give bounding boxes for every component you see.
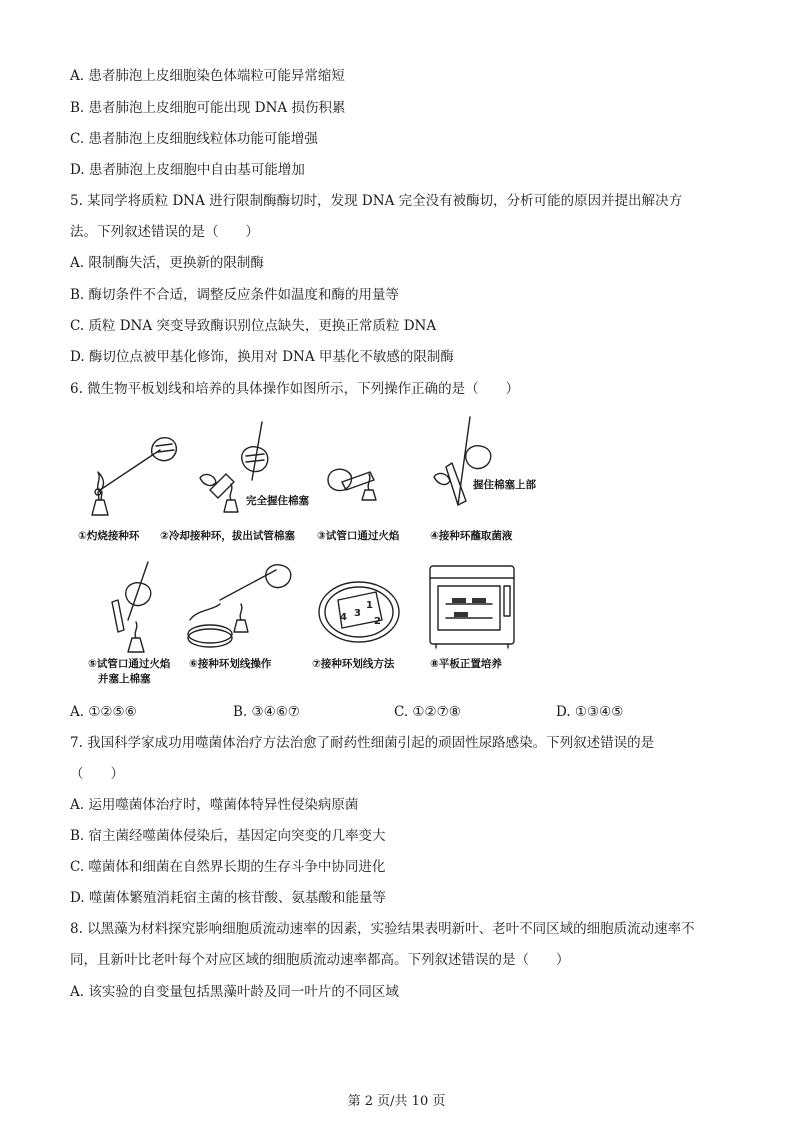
q5-option-d: D. 酶切位点被甲基化修饰，换用对 DNA 甲基化不敏感的限制酶 <box>70 349 454 365</box>
page-footer: 第 2 页/共 10 页 <box>347 1094 446 1109</box>
dish-number-3: 3 <box>354 608 361 619</box>
q6-option-b: B. ③④⑥⑦ <box>233 704 300 720</box>
caption-step8: ⑧平板正置培养 <box>430 658 502 670</box>
q8-stem-line1: 8. 以黑藻为材料探究影响细胞质流动速率的因素，实验结果表明新叶、老叶不同区域的细胞质流动速率不 <box>70 921 695 937</box>
step7-streak-method-figure <box>314 570 404 650</box>
caption-step6: ⑥接种环划线操作 <box>189 658 272 670</box>
q4-option-b: B. 患者肺泡上皮细胞可能出现 DNA 损伤积累 <box>70 100 346 116</box>
dish-number-2: 2 <box>374 616 381 627</box>
q6-option-d: D. ①③④⑤ <box>556 704 624 720</box>
q5-stem-line2: 法。下列叙述错误的是（ ） <box>70 224 259 240</box>
q4-option-c: C. 患者肺泡上皮细胞线粒体功能可能增强 <box>70 131 318 147</box>
q7-option-b: B. 宿主菌经噬菌体侵染后，基因定向突变的几率变大 <box>70 828 386 844</box>
step3-tube-flame-figure <box>318 450 388 510</box>
q7-option-c: C. 噬菌体和细菌在自然界长期的生存斗争中协同进化 <box>70 859 386 875</box>
q8-option-a: A. 该实验的自变量包括黑藻叶龄及同一叶片的不同区域 <box>70 984 399 1000</box>
q7-stem-line1: 7. 我国科学家成功用噬菌体治疗方法治愈了耐药性细菌引起的顽固性尿路感染。下列叙述错误的是 <box>70 735 655 751</box>
callout-hold-cotton-plug: 完全握住棉塞 <box>246 495 309 507</box>
q6-option-a: A. ①②⑤⑥ <box>70 704 137 720</box>
caption-step7: ⑦接种环划线方法 <box>312 658 395 670</box>
caption-step4: ④接种环蘸取菌液 <box>430 530 513 542</box>
caption-step1: ①灼烧接种环 <box>78 530 140 542</box>
q5-option-c: C. 质粒 DNA 突变导致酶识别位点缺失，更换正常质粒 DNA <box>70 318 437 334</box>
caption-step5-line2: 并塞上棉塞 <box>98 673 151 685</box>
q4-option-a: A. 患者肺泡上皮细胞染色体端粒可能异常缩短 <box>70 68 345 84</box>
q6-stem: 6. 微生物平板划线和培养的具体操作如图所示，下列操作正确的是（ ） <box>70 381 520 397</box>
q7-stem-line2: （ ） <box>70 766 124 782</box>
q5-option-b: B. 酶切条件不合适，调整反应条件如温度和酶的用量等 <box>70 287 400 303</box>
q8-stem-line2: 同，且新叶比老叶每个对应区域的细胞质流动速率都高。下列叙述错误的是（ ） <box>70 952 570 968</box>
dish-number-1: 1 <box>366 600 373 611</box>
q7-option-a: A. 运用噬菌体治疗时，噬菌体特异性侵染病原菌 <box>70 797 359 813</box>
caption-step2: ②冷却接种环，拔出试管棉塞 <box>160 530 295 542</box>
q7-option-d: D. 噬菌体繁殖消耗宿主菌的核苷酸、氨基酸和能量等 <box>70 890 386 906</box>
q4-option-d: D. 患者肺泡上皮细胞中自由基可能增加 <box>70 162 305 178</box>
step8-incubator-figure <box>426 562 518 650</box>
callout-hold-plug-top: 握住棉塞上部 <box>473 479 536 491</box>
step4-dip-culture-figure <box>428 415 508 510</box>
dish-number-4: 4 <box>340 612 347 623</box>
q5-option-a: A. 限制酶失活，更换新的限制酶 <box>70 255 264 271</box>
caption-step5: ⑤试管口通过火焰 <box>88 658 171 670</box>
q5-stem-line1: 5. 某同学将质粒 DNA 进行限制酶酶切时，发现 DNA 完全没有被酶切，分析可能的原因并提出解决方 <box>70 193 683 209</box>
step6-streak-figure <box>180 560 300 655</box>
q6-option-c: C. ①②⑦⑧ <box>394 704 461 720</box>
caption-step3: ③试管口通过火焰 <box>317 530 400 542</box>
step1-flame-loop-figure <box>72 420 182 520</box>
step5-tube-flame-plug-figure <box>98 560 178 655</box>
